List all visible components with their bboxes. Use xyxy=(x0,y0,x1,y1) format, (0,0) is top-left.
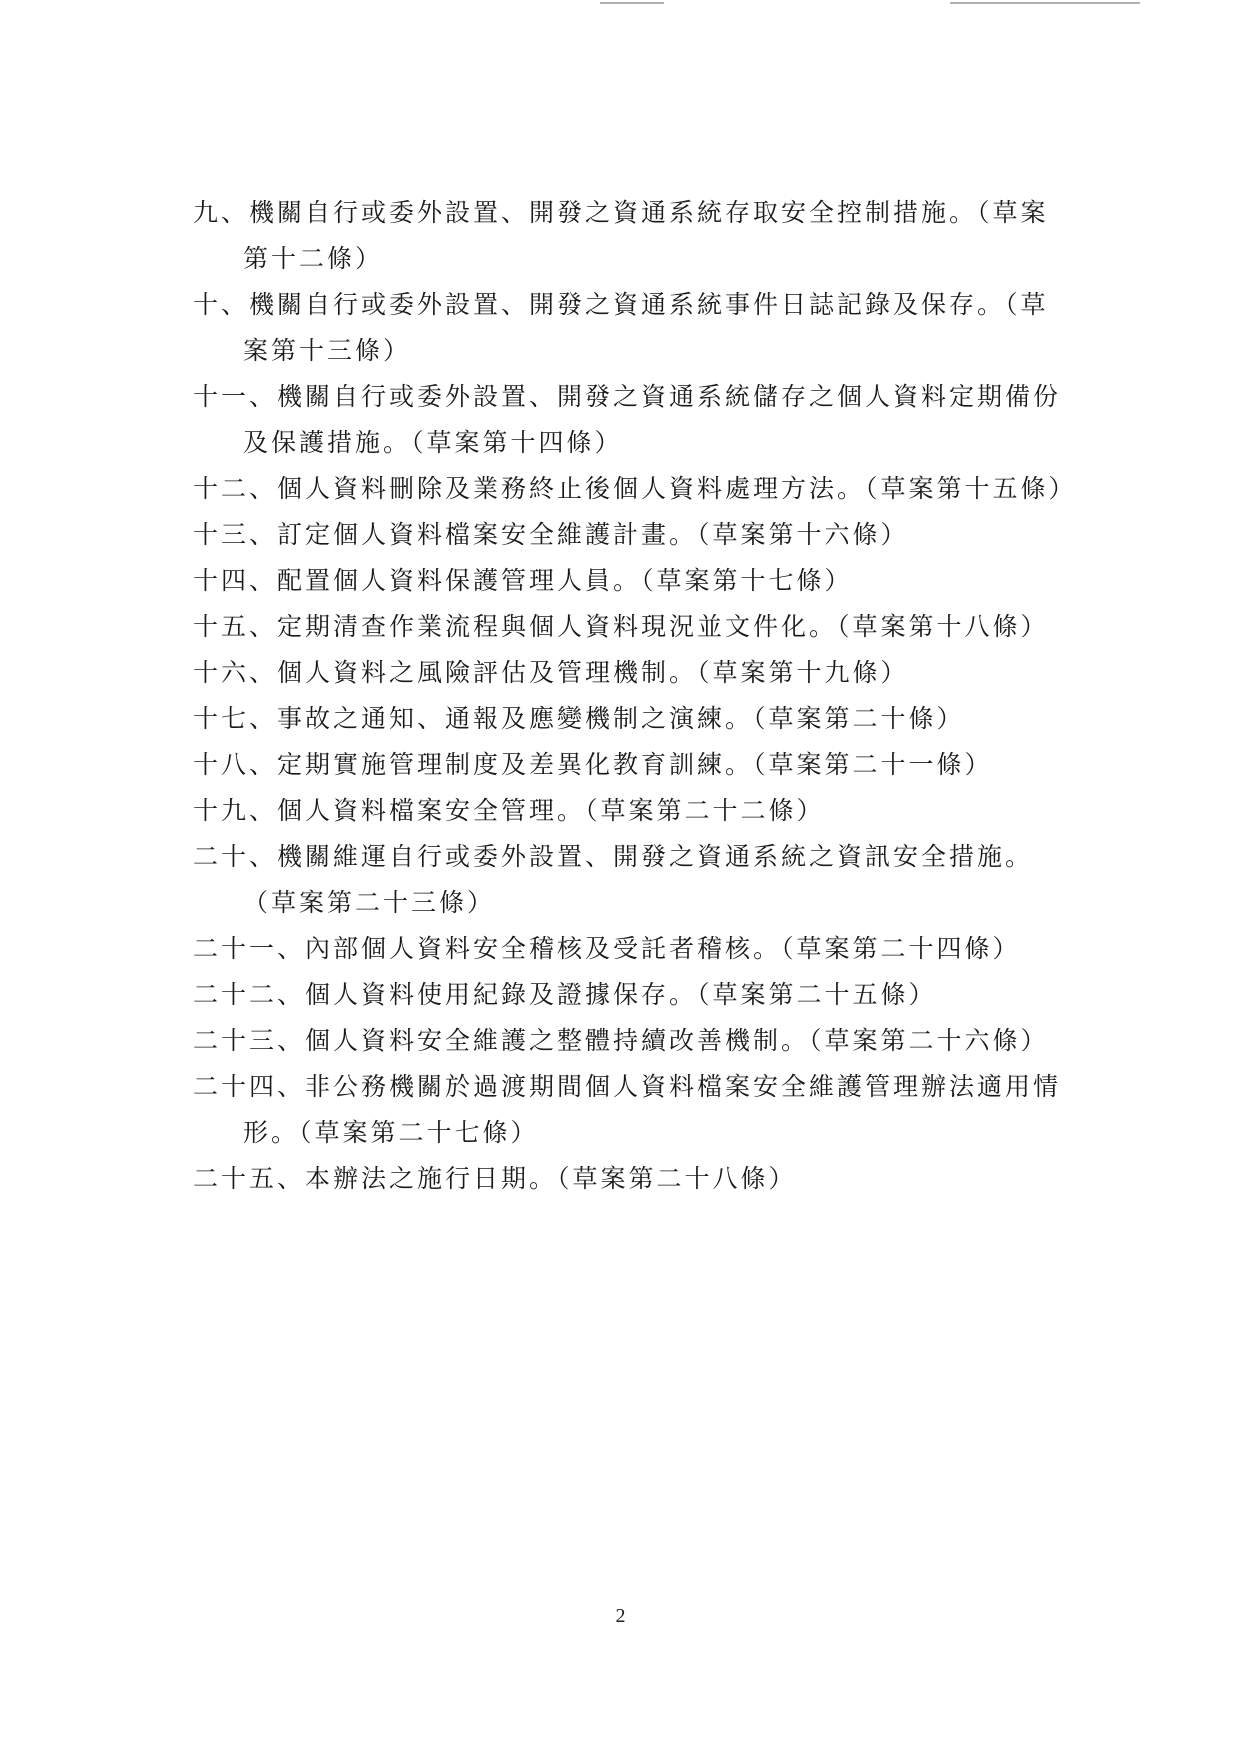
list-item-text: 二十三、個人資料安全維護之整體持續改善機制。（草案第二十六條） xyxy=(193,1026,1049,1055)
list-item-text: 十三、訂定個人資料檔案安全維護計畫。（草案第十六條） xyxy=(193,520,909,549)
scan-artifact-line xyxy=(950,2,1140,4)
list-item-text: 二十四、非公務機關於過渡期間個人資料檔案安全維護管理辦法適用情 xyxy=(193,1072,1062,1101)
scan-artifact-line xyxy=(600,2,664,4)
list-item-continuation: （草案第二十三條） xyxy=(243,888,496,917)
list-item-19 xyxy=(193,788,1073,834)
list-item-continuation: 案第十三條） xyxy=(243,336,412,365)
list-item-20 xyxy=(193,834,1073,926)
list-item-18 xyxy=(193,742,1073,788)
list-item-text: 二十二、個人資料使用紀錄及證據保存。（草案第二十五條） xyxy=(193,980,937,1009)
list-item-text: 十二、個人資料刪除及業務終止後個人資料處理方法。（草案第十五條） xyxy=(193,474,1077,503)
list-item-25 xyxy=(193,1156,1073,1202)
list-item-text: 二十、機關維運自行或委外設置、開發之資通系統之資訊安全措施。 xyxy=(193,842,1034,871)
list-item-15 xyxy=(193,604,1073,650)
list-item-text: 十九、個人資料檔案安全管理。（草案第二十二條） xyxy=(193,796,825,825)
list-item-9 xyxy=(193,190,1073,282)
list-item-text: 十六、個人資料之風險評估及管理機制。（草案第十九條） xyxy=(193,658,909,687)
list-item-16 xyxy=(193,650,1073,696)
document-body xyxy=(193,190,1077,1202)
list-item-text: 九、機關自行或委外設置、開發之資通系統存取安全控制措施。（草案 xyxy=(193,198,1049,227)
list-item-text: 二十一、內部個人資料安全稽核及受託者稽核。（草案第二十四條） xyxy=(193,934,1021,963)
list-item-14 xyxy=(193,558,1073,604)
list-item-text: 十五、定期清查作業流程與個人資料現況並文件化。（草案第十八條） xyxy=(193,612,1049,641)
list-item-continuation: 形。（草案第二十七條） xyxy=(243,1118,539,1147)
list-item-text: 十、機關自行或委外設置、開發之資通系統事件日誌記錄及保存。（草 xyxy=(193,290,1049,319)
list-item-continuation: 及保護措施。（草案第十四條） xyxy=(243,428,623,457)
list-item-continuation: 第十二條） xyxy=(243,244,384,273)
list-item-text: 十一、機關自行或委外設置、開發之資通系統儲存之個人資料定期備份 xyxy=(193,382,1062,411)
list-item-text: 二十五、本辦法之施行日期。（草案第二十八條） xyxy=(193,1164,797,1193)
list-item-17 xyxy=(193,696,1073,742)
list-item-text: 十八、定期實施管理制度及差異化教育訓練。（草案第二十一條） xyxy=(193,750,993,779)
list-item-10 xyxy=(193,282,1073,374)
list-item-text: 十七、事故之通知、通報及應變機制之演練。（草案第二十條） xyxy=(193,704,965,733)
list-item-23 xyxy=(193,1018,1073,1064)
list-item-12 xyxy=(193,466,1077,512)
page-number: 2 xyxy=(615,1605,626,1627)
list-item-24 xyxy=(193,1064,1073,1156)
list-item-11 xyxy=(193,374,1073,466)
list-item-22 xyxy=(193,972,1073,1018)
list-item-text: 十四、配置個人資料保護管理人員。（草案第十七條） xyxy=(193,566,853,595)
list-item-13 xyxy=(193,512,1073,558)
list-item-21 xyxy=(193,926,1073,972)
